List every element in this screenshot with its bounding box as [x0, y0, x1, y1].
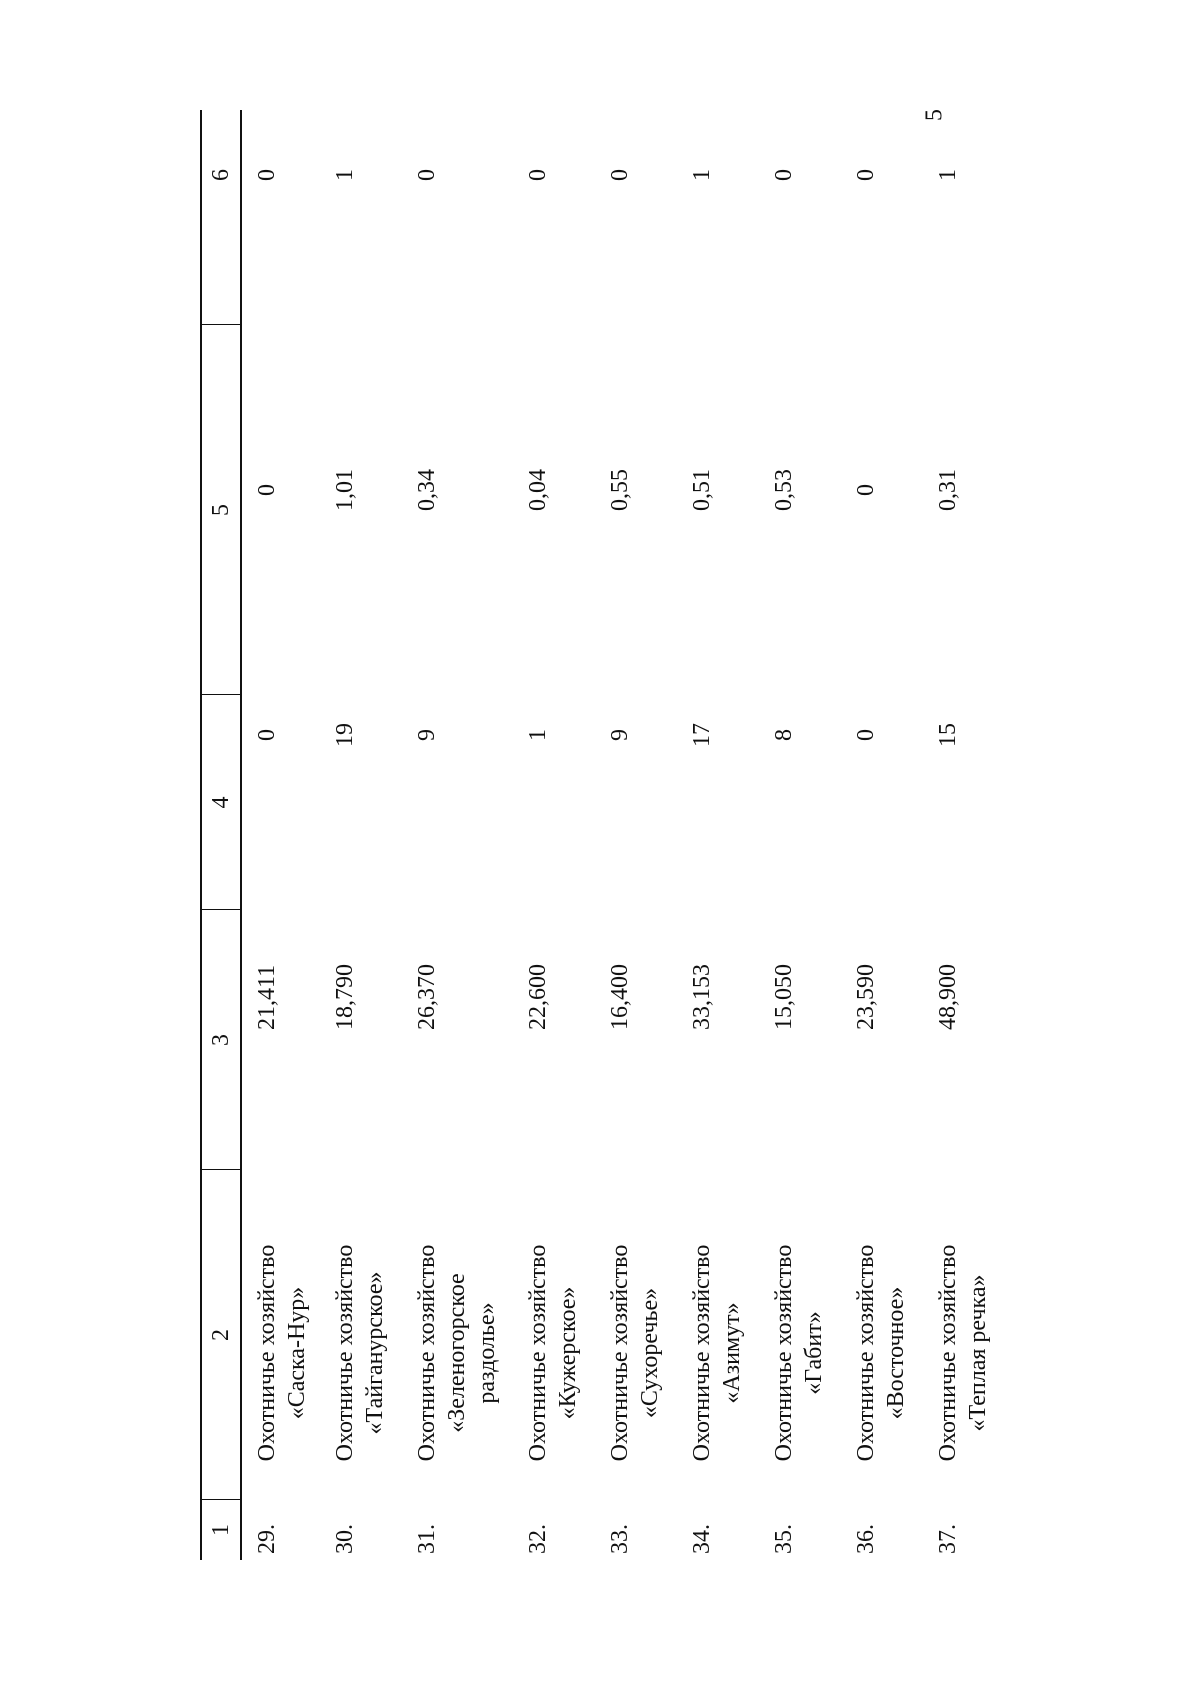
row-number: 29. [254, 1524, 280, 1554]
hunting-ground-name [523, 1208, 583, 1498]
col-4-value: 0 [853, 729, 879, 741]
row-number: 30. [332, 1524, 358, 1554]
name-line: «Саска-Нур» [284, 1286, 310, 1420]
name-line: Охотничье хозяйство [525, 1244, 551, 1462]
row-number: 35. [771, 1524, 797, 1554]
header-col-5: 5 [208, 504, 234, 516]
name-line: раздолье» [474, 1302, 500, 1404]
header-col-1: 1 [208, 1524, 234, 1536]
col-3-value: 48,900 [935, 964, 961, 1030]
col-6-value: 1 [332, 169, 358, 181]
row-number: 32. [525, 1524, 551, 1554]
table-header [200, 110, 242, 1560]
header-col-2: 2 [208, 1329, 234, 1341]
row-number: 37. [935, 1524, 961, 1554]
col-5-value: 0,04 [525, 469, 551, 511]
col-6-value: 0 [414, 169, 440, 181]
col-4-value: 19 [332, 723, 358, 747]
name-line: «Зеленогорское [444, 1273, 470, 1433]
name-line: Охотничье хозяйство [689, 1244, 715, 1462]
col-6-value: 0 [771, 169, 797, 181]
data-table [200, 120, 1000, 1560]
name-line: «Габит» [801, 1311, 827, 1395]
header-col-3: 3 [208, 1034, 234, 1046]
header-col-4: 4 [208, 796, 234, 809]
name-line: Охотничье хозяйство [607, 1244, 633, 1462]
row-number: 36. [853, 1524, 879, 1554]
col-5-value: 0 [853, 484, 879, 496]
col-5-value: 1,01 [332, 469, 358, 511]
header-col-6: 6 [208, 169, 234, 181]
name-line: Охотничье хозяйство [853, 1244, 879, 1462]
col-5-value: 0,55 [607, 469, 633, 511]
col-5-value: 0,53 [771, 469, 797, 511]
col-4-value: 9 [414, 729, 440, 741]
col-6-value: 1 [935, 169, 961, 181]
row-number: 34. [689, 1524, 715, 1554]
hunting-ground-name [252, 1208, 312, 1498]
col-5-value: 0,51 [689, 469, 715, 511]
name-line: «Азимут» [719, 1302, 745, 1404]
col-4-value: 9 [607, 729, 633, 741]
col-5-value: 0,31 [935, 469, 961, 511]
col-4-value: 15 [935, 723, 961, 747]
hunting-ground-name [769, 1208, 829, 1498]
col-3-value: 16,400 [607, 964, 633, 1030]
name-line: «Теплая речка» [965, 1274, 991, 1432]
col-6-value: 0 [254, 169, 280, 181]
col-3-value: 18,790 [332, 964, 358, 1030]
name-line: Охотничье хозяйство [332, 1244, 358, 1462]
col-3-value: 22,600 [525, 964, 551, 1030]
col-3-value: 15,050 [771, 964, 797, 1030]
col-3-value: 21,411 [254, 964, 280, 1030]
col-3-value: 33,153 [689, 964, 715, 1030]
page-number: 5 [921, 109, 948, 121]
hunting-ground-name [933, 1208, 993, 1498]
col-5-value: 0 [254, 484, 280, 496]
hunting-ground-name [330, 1208, 390, 1498]
name-line: Охотничье хозяйство [414, 1244, 440, 1462]
name-line: «Сухоречье» [637, 1287, 663, 1419]
col-6-value: 0 [607, 169, 633, 181]
name-line: Охотничье хозяйство [771, 1244, 797, 1462]
name-line: Охотничье хозяйство [254, 1244, 280, 1462]
col-4-value: 8 [771, 729, 797, 741]
col-6-value: 0 [525, 169, 551, 181]
name-line: «Тайганурское» [362, 1271, 388, 1435]
col-4-value: 0 [254, 729, 280, 741]
name-line: «Восточное» [883, 1286, 909, 1420]
name-line: Охотничье хозяйство [935, 1244, 961, 1462]
col-3-value: 26,370 [414, 964, 440, 1030]
col-4-value: 1 [525, 729, 551, 741]
name-line: «Кужерское» [555, 1286, 581, 1420]
hunting-ground-name [605, 1208, 665, 1498]
hunting-ground-name [412, 1208, 502, 1498]
row-number: 31. [414, 1524, 440, 1554]
col-3-value: 23,590 [853, 964, 879, 1030]
col-4-value: 17 [689, 723, 715, 747]
hunting-ground-name [851, 1208, 911, 1498]
col-6-value: 1 [689, 169, 715, 181]
col-5-value: 0,34 [414, 469, 440, 511]
hunting-ground-name [687, 1208, 747, 1498]
row-number: 33. [607, 1524, 633, 1554]
col-6-value: 0 [853, 169, 879, 181]
